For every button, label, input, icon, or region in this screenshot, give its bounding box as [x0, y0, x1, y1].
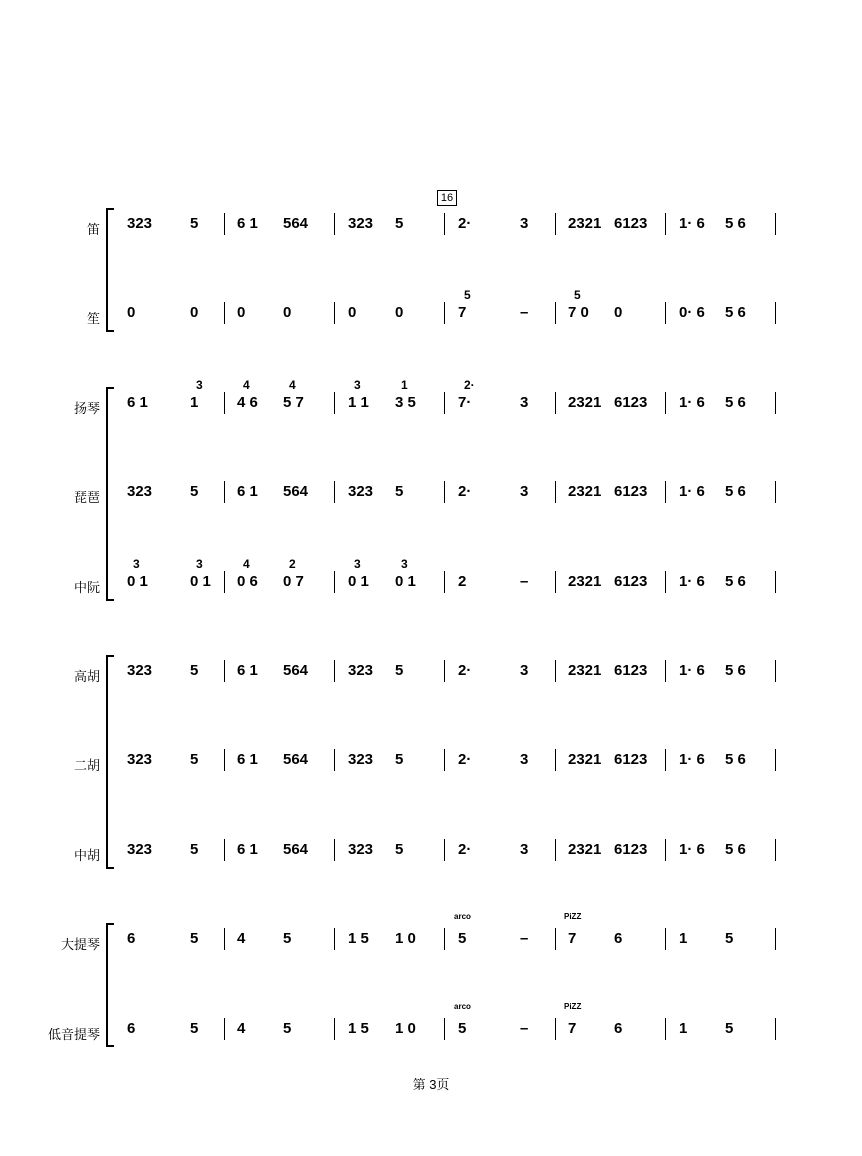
note-group: 5 [190, 662, 199, 679]
rehearsal-mark: 16 [437, 190, 457, 206]
barline [775, 213, 776, 235]
instrument-label: 高胡 [73, 669, 100, 684]
note-group: 0 [614, 304, 623, 321]
note-group: 2· [458, 662, 472, 679]
note-group: 323 [348, 483, 374, 500]
upper-note: 2 [289, 557, 296, 571]
note-group: – [520, 573, 529, 590]
instrument-label: 大提琴 [60, 937, 100, 952]
articulation-mark: PiZZ [564, 912, 582, 921]
note-group: – [520, 1020, 529, 1037]
barline [665, 302, 666, 324]
note-group: – [520, 930, 529, 947]
note-group: 6123 [614, 573, 648, 590]
upper-note: 4 [243, 378, 250, 392]
barline [665, 1018, 666, 1040]
note-group: 2· [458, 215, 472, 232]
barline [224, 571, 225, 593]
note-group: 0 [348, 304, 357, 321]
note-group: 5 6 [725, 215, 746, 232]
barline [334, 213, 335, 235]
instrument-label: 中阮 [73, 580, 100, 595]
upper-note: 4 [289, 378, 296, 392]
barline [665, 481, 666, 503]
note-group: 2321 [568, 573, 602, 590]
note-group: 1 5 [348, 930, 369, 947]
barline [334, 660, 335, 682]
note-group: 6 1 [127, 394, 148, 411]
note-group: 6 1 [237, 662, 258, 679]
note-group: 323 [127, 483, 153, 500]
upper-note: 1 [401, 378, 408, 392]
note-group: 3 [520, 751, 529, 768]
note-group: 2321 [568, 662, 602, 679]
note-group: 5 6 [725, 662, 746, 679]
note-group: 5 7 [283, 394, 304, 411]
note-group: 7· [458, 394, 472, 411]
note-group: 1· 6 [679, 394, 705, 411]
note-group: 3 [520, 841, 529, 858]
note-group: 1 5 [348, 1020, 369, 1037]
barline [224, 928, 225, 950]
note-group: 0 1 [348, 573, 369, 590]
note-group: 6 1 [237, 841, 258, 858]
upper-note: 4 [243, 557, 250, 571]
barline [444, 571, 445, 593]
upper-note: 5 [464, 288, 471, 302]
barline [224, 481, 225, 503]
barline [224, 302, 225, 324]
note-group: 323 [348, 751, 374, 768]
barline [334, 302, 335, 324]
note-group: 0 [237, 304, 246, 321]
note-group: 5 6 [725, 841, 746, 858]
barline [555, 749, 556, 771]
note-group: 0 [127, 304, 136, 321]
note-group: 1· 6 [679, 573, 705, 590]
barline [665, 928, 666, 950]
note-group: 6123 [614, 215, 648, 232]
note-group: 323 [127, 662, 153, 679]
staff-group-bracket-bowed [106, 655, 114, 869]
note-group: 4 6 [237, 394, 258, 411]
note-group: 5 6 [725, 751, 746, 768]
barline [224, 749, 225, 771]
upper-note: 3 [401, 557, 408, 571]
note-group: 323 [127, 751, 153, 768]
barline [665, 213, 666, 235]
upper-note: 3 [196, 557, 203, 571]
barline [555, 213, 556, 235]
barline [665, 392, 666, 414]
note-group: 5 [395, 215, 404, 232]
note-group: – [520, 304, 529, 321]
barline [444, 213, 445, 235]
note-group: 2 [458, 573, 467, 590]
note-group: 5 [395, 662, 404, 679]
instrument-label: 扬琴 [73, 401, 100, 416]
barline [444, 660, 445, 682]
note-group: 6123 [614, 394, 648, 411]
note-group: 0 [283, 304, 292, 321]
note-group: 5 [395, 751, 404, 768]
barline [665, 660, 666, 682]
note-group: 5 [458, 1020, 467, 1037]
note-group: 1 0 [395, 930, 416, 947]
barline [775, 302, 776, 324]
barline [334, 839, 335, 861]
barline [775, 571, 776, 593]
barline [555, 481, 556, 503]
note-group: 2321 [568, 483, 602, 500]
note-group: 2· [458, 841, 472, 858]
note-group: 5 [395, 483, 404, 500]
note-group: 0 7 [283, 573, 304, 590]
barline [334, 481, 335, 503]
note-group: 2321 [568, 394, 602, 411]
note-group: 7 0 [568, 304, 589, 321]
barline [444, 392, 445, 414]
note-group: 3 5 [395, 394, 416, 411]
barline [665, 749, 666, 771]
instrument-label: 中胡 [73, 848, 100, 863]
note-group: 5 [190, 215, 199, 232]
note-group: 1· 6 [679, 483, 705, 500]
note-group: 2· [458, 483, 472, 500]
barline [444, 302, 445, 324]
barline [444, 928, 445, 950]
note-group: 1 1 [348, 394, 369, 411]
note-group: 6 [614, 1020, 623, 1037]
barline [224, 213, 225, 235]
note-group: 1 0 [395, 1020, 416, 1037]
note-group: 6123 [614, 662, 648, 679]
note-group: 5 6 [725, 573, 746, 590]
note-group: 2321 [568, 215, 602, 232]
note-group: 0 1 [190, 573, 211, 590]
note-group: 323 [127, 215, 153, 232]
note-group: 1· 6 [679, 751, 705, 768]
staff-group-bracket-winds [106, 208, 114, 332]
note-group: 4 [237, 930, 246, 947]
page-number: 第 3页 [412, 1077, 450, 1092]
note-group: 6 [614, 930, 623, 947]
note-group: 5 6 [725, 394, 746, 411]
note-group: 6 1 [237, 215, 258, 232]
note-group: 5 [190, 483, 199, 500]
note-group: 5 [725, 1020, 734, 1037]
note-group: 3 [520, 662, 529, 679]
barline [775, 928, 776, 950]
note-group: 6123 [614, 841, 648, 858]
barline [775, 1018, 776, 1040]
barline [775, 839, 776, 861]
note-group: 0 6 [237, 573, 258, 590]
barline [775, 660, 776, 682]
barline [444, 749, 445, 771]
note-group: 564 [283, 751, 309, 768]
barline [334, 749, 335, 771]
note-group: 5 6 [725, 304, 746, 321]
note-group: 6 [127, 1020, 136, 1037]
note-group: 0 [190, 304, 199, 321]
note-group: 323 [348, 662, 374, 679]
barline [224, 839, 225, 861]
barline [224, 660, 225, 682]
note-group: 6 [127, 930, 136, 947]
note-group: 564 [283, 841, 309, 858]
barline [334, 392, 335, 414]
upper-note: 2· [464, 378, 475, 392]
articulation-mark: PiZZ [564, 1002, 582, 1011]
barline [555, 302, 556, 324]
note-group: 6123 [614, 483, 648, 500]
upper-note: 3 [354, 378, 361, 392]
upper-note: 3 [354, 557, 361, 571]
staff-group-bracket-plucked [106, 387, 114, 601]
barline [224, 392, 225, 414]
note-group: 1 [679, 1020, 688, 1037]
note-group: 5 [283, 930, 292, 947]
note-group: 7 [568, 1020, 577, 1037]
note-group: 1· 6 [679, 841, 705, 858]
barline [665, 839, 666, 861]
note-group: 3 [520, 483, 529, 500]
note-group: 0 [395, 304, 404, 321]
note-group: 1· 6 [679, 215, 705, 232]
articulation-mark: arco [454, 912, 471, 921]
note-group: 2321 [568, 751, 602, 768]
note-group: 0 1 [127, 573, 148, 590]
note-group: 564 [283, 662, 309, 679]
instrument-label: 笙 [86, 311, 100, 326]
note-group: 564 [283, 215, 309, 232]
barline [555, 392, 556, 414]
note-group: 5 [190, 1020, 199, 1037]
barline [444, 1018, 445, 1040]
staff-group-bracket-bass [106, 923, 114, 1047]
note-group: 0· 6 [679, 304, 705, 321]
barline [224, 1018, 225, 1040]
barline [665, 571, 666, 593]
note-group: 7 [458, 304, 467, 321]
note-group: 5 [458, 930, 467, 947]
instrument-label: 低音提琴 [47, 1027, 100, 1042]
note-group: 0 1 [395, 573, 416, 590]
note-group: 6 1 [237, 483, 258, 500]
barline [444, 481, 445, 503]
instrument-label: 琵琶 [73, 490, 100, 505]
barline [334, 571, 335, 593]
barline [555, 1018, 556, 1040]
instrument-label: 笛 [86, 222, 100, 237]
barline [555, 571, 556, 593]
barline [444, 839, 445, 861]
upper-note: 3 [196, 378, 203, 392]
note-group: 564 [283, 483, 309, 500]
barline [775, 392, 776, 414]
barline [775, 481, 776, 503]
note-group: 1· 6 [679, 662, 705, 679]
note-group: 5 [395, 841, 404, 858]
barline [334, 928, 335, 950]
note-group: 6123 [614, 751, 648, 768]
note-group: 5 [725, 930, 734, 947]
barline [555, 660, 556, 682]
note-group: 323 [127, 841, 153, 858]
barline [555, 928, 556, 950]
note-group: 5 6 [725, 483, 746, 500]
note-group: 3 [520, 394, 529, 411]
barline [555, 839, 556, 861]
note-group: 323 [348, 841, 374, 858]
articulation-mark: arco [454, 1002, 471, 1011]
note-group: 5 [283, 1020, 292, 1037]
barline [775, 749, 776, 771]
note-group: 1 [190, 394, 199, 411]
note-group: 6 1 [237, 751, 258, 768]
note-group: 2321 [568, 841, 602, 858]
upper-note: 3 [133, 557, 140, 571]
note-group: 3 [520, 215, 529, 232]
note-group: 1 [679, 930, 688, 947]
note-group: 5 [190, 751, 199, 768]
instrument-label: 二胡 [73, 758, 100, 773]
note-group: 5 [190, 930, 199, 947]
note-group: 323 [348, 215, 374, 232]
note-group: 5 [190, 841, 199, 858]
note-group: 4 [237, 1020, 246, 1037]
note-group: 2· [458, 751, 472, 768]
barline [334, 1018, 335, 1040]
note-group: 7 [568, 930, 577, 947]
upper-note: 5 [574, 288, 581, 302]
